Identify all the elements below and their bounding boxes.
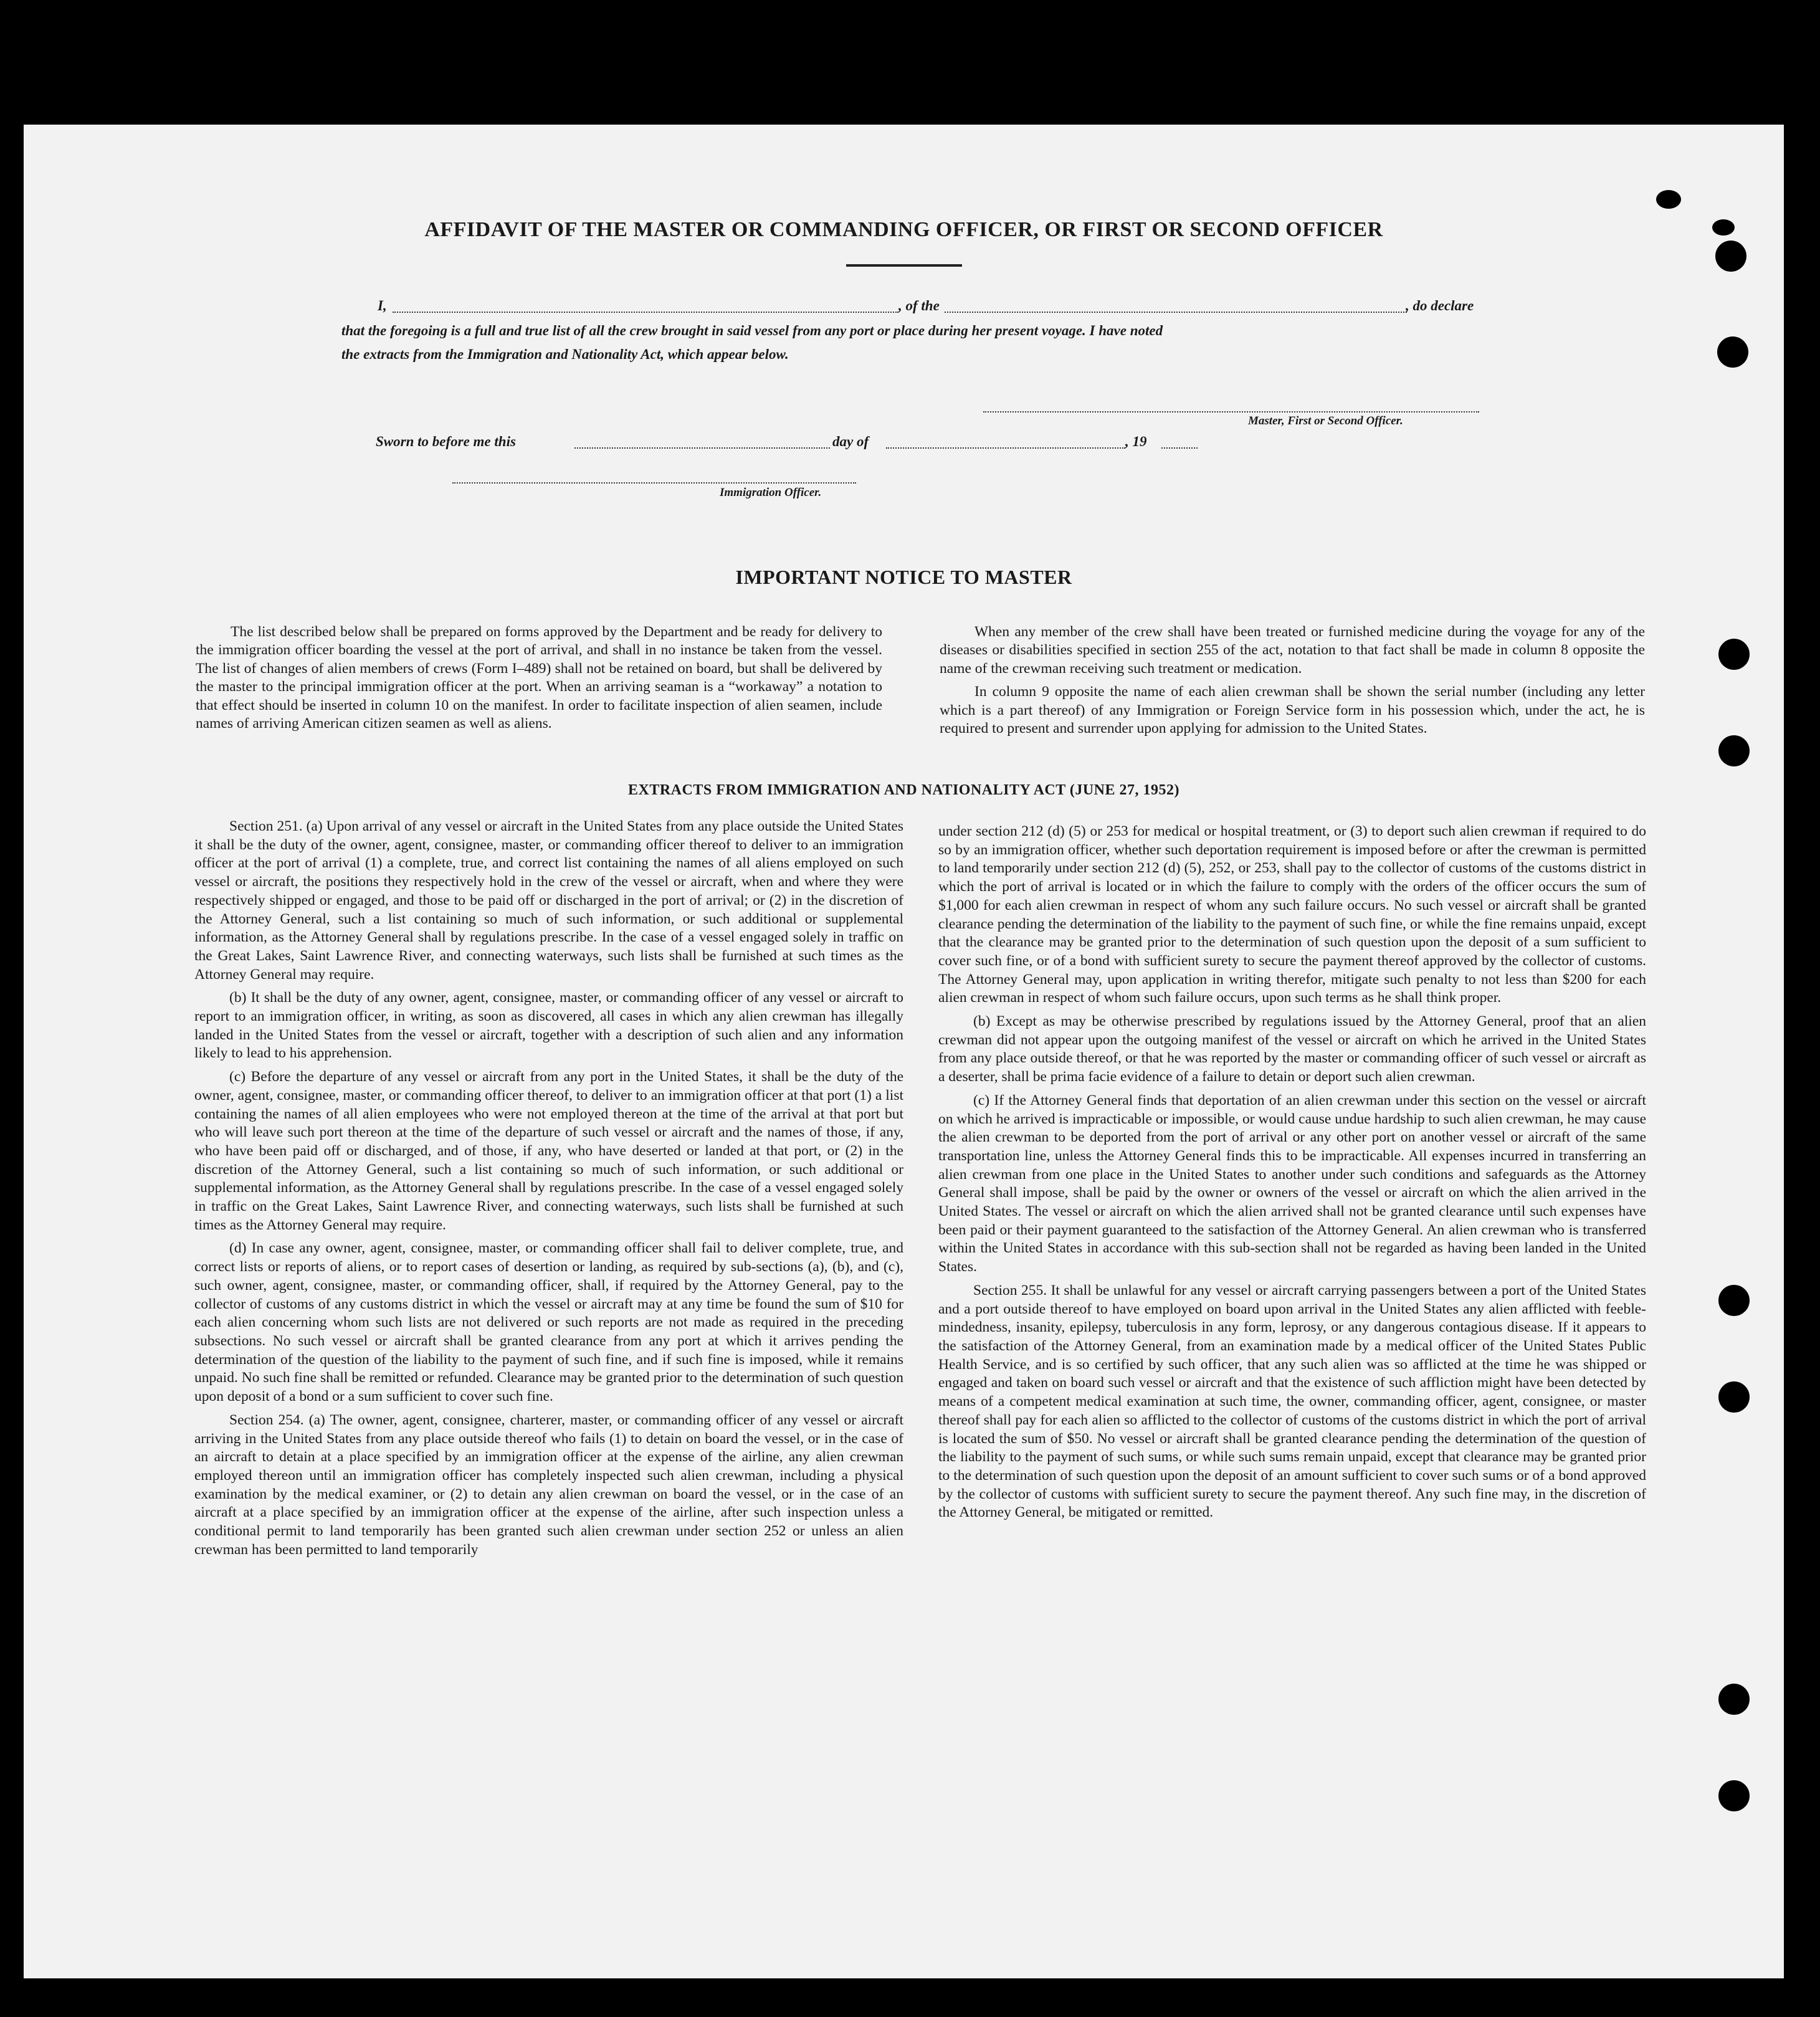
master-signature-line xyxy=(983,411,1479,412)
punch-hole xyxy=(1718,1780,1750,1811)
extracts-title: EXTRACTS FROM IMMIGRATION AND NATIONALITY ACT (JUNE 27, 1952) xyxy=(628,782,1179,798)
section-251-d: (d) In case any owner, agent, consignee, master, or commanding officer shall fail to deliver complete, true, and correct lists or reports of aliens, or to report cases of desertion or landing, as required by sub-sections (a), (b), and (c), such owner, agent, consignee, master, or commanding officer, shall, if required by the Attorney General, pay to the collector of customs of any customs district in which the vessel or aircraft may at any time be found the sum of $10 for each alien concerning whom such lists are not delivered or such reports are not made as required in the preceding subsections. No such vessel or aircraft shall be granted clearance from any port at which it arrives pending the determination of the question of the liability to the payment of such fine, and if such fine is imposed, while it remains unpaid. No such fine shall be remitted or refunded. Clearance may be granted prior to the determination of such question upon deposit of a bond or a sum sufficient to cover such fine. xyxy=(194,1240,903,1405)
declaration-do-declare-label: , do declare xyxy=(1406,298,1474,313)
scan-speck xyxy=(1656,190,1681,209)
punch-hole xyxy=(1717,336,1748,368)
sworn-day-blank xyxy=(574,447,830,449)
notice-right-paragraph-2: In column 9 opposite the name of each alien crewman shall be shown the serial number (including any letter which is a part thereof) of any Immigration or Foreign Service form in his possession which, under the act, he is required to present and surrender upon applying for admission to the United States. xyxy=(940,684,1645,737)
form-page xyxy=(24,125,1784,1978)
officer-signature-line xyxy=(452,482,856,484)
notice-right-paragraph-1: When any member of the crew shall have been treated or furnished medicine during the voyage for any of the diseases or disabilities specified in section 255 of the act, notation to that fact shall be made in column 8 opposite the name of the crewman receiving such treatment or medication. xyxy=(940,624,1645,677)
notice-left-paragraph: The list described below shall be prepared on forms approved by the Department and be ready for delivery to the immigration officer boarding the vessel at the port of arrival, and shall in no instance be taken from the vessel. The list of changes of alien members of crews (Form I–489) shall not be retained on board, but shall be delivered by the master to the principal immigration officer at the port. When an arriving seaman is a “workaway” a notation to that effect should be inserted in column 10 on the manifest. In order to facilitate inspection of alien seamen, include names of arriving American citizen seamen as well as aliens. xyxy=(196,624,882,732)
notice-left-column xyxy=(196,623,882,738)
punch-hole xyxy=(1718,1684,1750,1715)
extracts-left-column xyxy=(194,818,903,1564)
punch-hole xyxy=(1718,1381,1750,1413)
notice-right-column xyxy=(940,623,1645,743)
punch-hole xyxy=(1718,639,1750,670)
punch-hole xyxy=(1718,1285,1750,1316)
section-255: Section 255. It shall be unlawful for any vessel or aircraft carrying passengers between a port of the United States and a port outside thereof to have employed on board upon arrival in the United States any alien afflicted with feeble-mindedness, insanity, epilepsy, tuberculosis in any form, leprosy, or any dangerous contagious disease. If it appears to the satisfaction of the Attorney General, from an examination made by a medical officer of the United States Public Health Service, and is so certified by such officer, that any such alien was so afflicted at the time he was shipped or engaged and taken on board such vessel or aircraft and that the existence of such affliction might have been detected by means of a competent medical examination at such time, the owner, commanding officer, agent, consignee, or master thereof shall pay for each alien so afflicted to the collector of customs of the customs district in which the port of arrival is located the sum of $50. No vessel or aircraft shall be granted clearance pending the determination of the question of the liability to the payment of such sums, or while such sums remain unpaid, except that clearance may be granted prior to the determination of such question upon the deposit of an amount sufficient to cover such sums or of a bond approved by the collector of customs with sufficient surety to secure the payment thereof. Any such fine may, in the discretion of the Attorney General, be mitigated or remitted. xyxy=(938,1282,1646,1521)
declaration-line-2: that the foregoing is a full and true list of all the crew brought in said vessel from any port or place during her present voyage. I have noted xyxy=(341,323,1163,338)
affidavit-title: AFFIDAVIT OF THE MASTER OR COMMANDING OFFICER, OR FIRST OR SECOND OFFICER xyxy=(424,218,1383,241)
section-254-b: (b) Except as may be otherwise prescribed by regulations issued by the Attorney General, proof that an alien crewman did not appear upon the outgoing manifest of the vessel or aircraft on which he arrived in the United States from any place outside thereof, or that he was reported by the master or commanding officer of such vessel or aircraft as a deserter, shall be prima facie evidence of a failure to detain or deport such alien crewman. xyxy=(938,1013,1646,1085)
vessel-blank xyxy=(945,312,1407,313)
section-254-a-continued: under section 212 (d) (5) or 253 for medical or hospital treatment, or (3) to deport such alien crewman if required to do so by an immigration officer, whether such deportation requirement is imposed before or after the crewman is permitted to land temporarily under section 212 (d) (5), 252, or 253, shall pay to the collector of customs of the customs district in which the port of arrival is located or in which the failure to comply with the orders of the officer occurs the sum of $1,000 for each alien crewman in respect of whom any such failure occurs. No such vessel or aircraft shall be granted clearance pending the determination of the liability to the payment of such fine, or while the fine remains unpaid, except that the clearance may be granted prior to the determination of such question upon the deposit of a sum sufficient to cover such fine, or of a bond with sufficient surety to secure the payment thereof approved by the collector of customs. The Attorney General may, upon application in writing therefor, mitigate such penalty to not less than $200 for each alien crewman in respect of whom such failure occurs, upon such terms as he shall think proper. xyxy=(938,823,1646,1006)
punch-hole xyxy=(1715,241,1746,272)
declaration-of-the-label: , of the xyxy=(898,298,940,313)
name-blank xyxy=(393,312,898,313)
extracts-right-column xyxy=(938,823,1646,1527)
sworn-month-blank xyxy=(886,447,1125,449)
declaration-line-3: the extracts from the Immigration and Nationality Act, which appear below. xyxy=(341,346,789,362)
section-251-a: Section 251. (a) Upon arrival of any vessel or aircraft in the United States from any place outside the United States it shall be the duty of the owner, agent, consignee, master, or commanding officer thereof to deliver to an immigration officer at the port of arrival (1) a complete, true, and correct list containing the names of all aliens employed on such vessel or aircraft, the positions they respectively hold in the crew of the vessel or aircraft, when and where they were respectively shipped or engaged, and those to be paid off or discharged in the port of arrival; or (2) in the discretion of the Attorney General, such a list containing so much of such information, or such additional or supplemental information, as the Attorney General shall by regulations prescribe. In the case of a vessel engaged solely in traffic on the Great Lakes, Saint Lawrence River, and connecting waterways, such lists shall be furnished at such times as the Attorney General may require. xyxy=(194,818,903,983)
year-blank xyxy=(1161,447,1198,449)
section-251-c: (c) Before the departure of any vessel or aircraft from any port in the United States, it shall be the duty of the owner, agent, consignee, master, or commanding officer thereof, to deliver to an immigration officer at that port (1) a list containing the names of all alien employees who were not employed thereon at the time of the arrival at that port but who will leave such port thereon at the time of the departure of such vessel or aircraft and the names of those, if any, who have been paid off or discharged, and of those, if any, who have deserted or landed at that port, or (2) in the discretion of the Attorney General, such a list containing so much of such information, or such additional or supplemental information, as the Attorney General shall by regulations prescribe. In the case of a vessel engaged solely in traffic on the Great Lakes, Saint Lawrence River, and connecting waterways, such lists shall be furnished at such times as the Attorney General may require. xyxy=(194,1069,903,1233)
section-254-c: (c) If the Attorney General finds that deportation of an alien crewman under this section on the vessel or aircraft on which he arrived is impracticable or impossible, or would cause undue hardship to such alien crewman, he may cause the alien crewman to be deported from the port of arrival or any other port on another vessel or aircraft of the same transportation line, unless the Attorney General finds this to be impracticable. All expenses incurred in transferring an alien crewman from one place in the United States to another under such conditions and safeguards as the Attorney General shall impose, shall be paid by the owner or owners of the vessel or aircraft on which the alien arrived in the United States. The vessel or aircraft on which the alien arrived shall not be granted clearance until such expenses have been paid or their payment guaranteed to the satisfaction of the Attorney General. An alien crewman who is transferred within the United States in accordance with this sub-section shall not be regarded as having been landed in the United States. xyxy=(938,1092,1646,1276)
year-label: , 19 xyxy=(1125,434,1147,449)
punch-hole xyxy=(1718,735,1750,766)
sworn-label: Sworn to before me this xyxy=(376,434,516,449)
notice-title: IMPORTANT NOTICE TO MASTER xyxy=(735,566,1072,588)
master-signature-caption: Master, First or Second Officer. xyxy=(1248,414,1403,427)
declaration-i-label: I, xyxy=(378,298,387,313)
officer-signature-caption: Immigration Officer. xyxy=(720,486,822,499)
title-rule xyxy=(846,264,962,267)
section-251-b: (b) It shall be the duty of any owner, agent, consignee, master, or commanding officer of any vessel or aircraft to report to an immigration officer, in writing, as soon as discovered, all cases in which any alien crewman has illegally landed in the United States from the vessel or aircraft, together with a description of such alien and any information likely to lead to his apprehension. xyxy=(194,989,903,1062)
scan-speck xyxy=(1712,219,1735,236)
section-254-a: Section 254. (a) The owner, agent, consignee, charterer, master, or commanding officer of any vessel or aircraft arriving in the United States from any place outside thereof who fails (1) to detain on board the vessel, or in the case of an aircraft to detain at a place specified by an immigration officer at the expense of the airline, any alien crewman employed thereon until an immigration officer has completely inspected such alien crewman, including a physical examination by the medical examiner, or (2) to detain any alien crewman on board the vessel, or in the case of an aircraft at a place specified by an immigration officer at the expense of the airline, after such inspection unless a conditional permit to land temporarily has been granted such alien crewman under section 252 or unless an alien crewman has been permitted to land temporarily xyxy=(194,1411,903,1558)
day-of-label: day of xyxy=(832,434,869,449)
